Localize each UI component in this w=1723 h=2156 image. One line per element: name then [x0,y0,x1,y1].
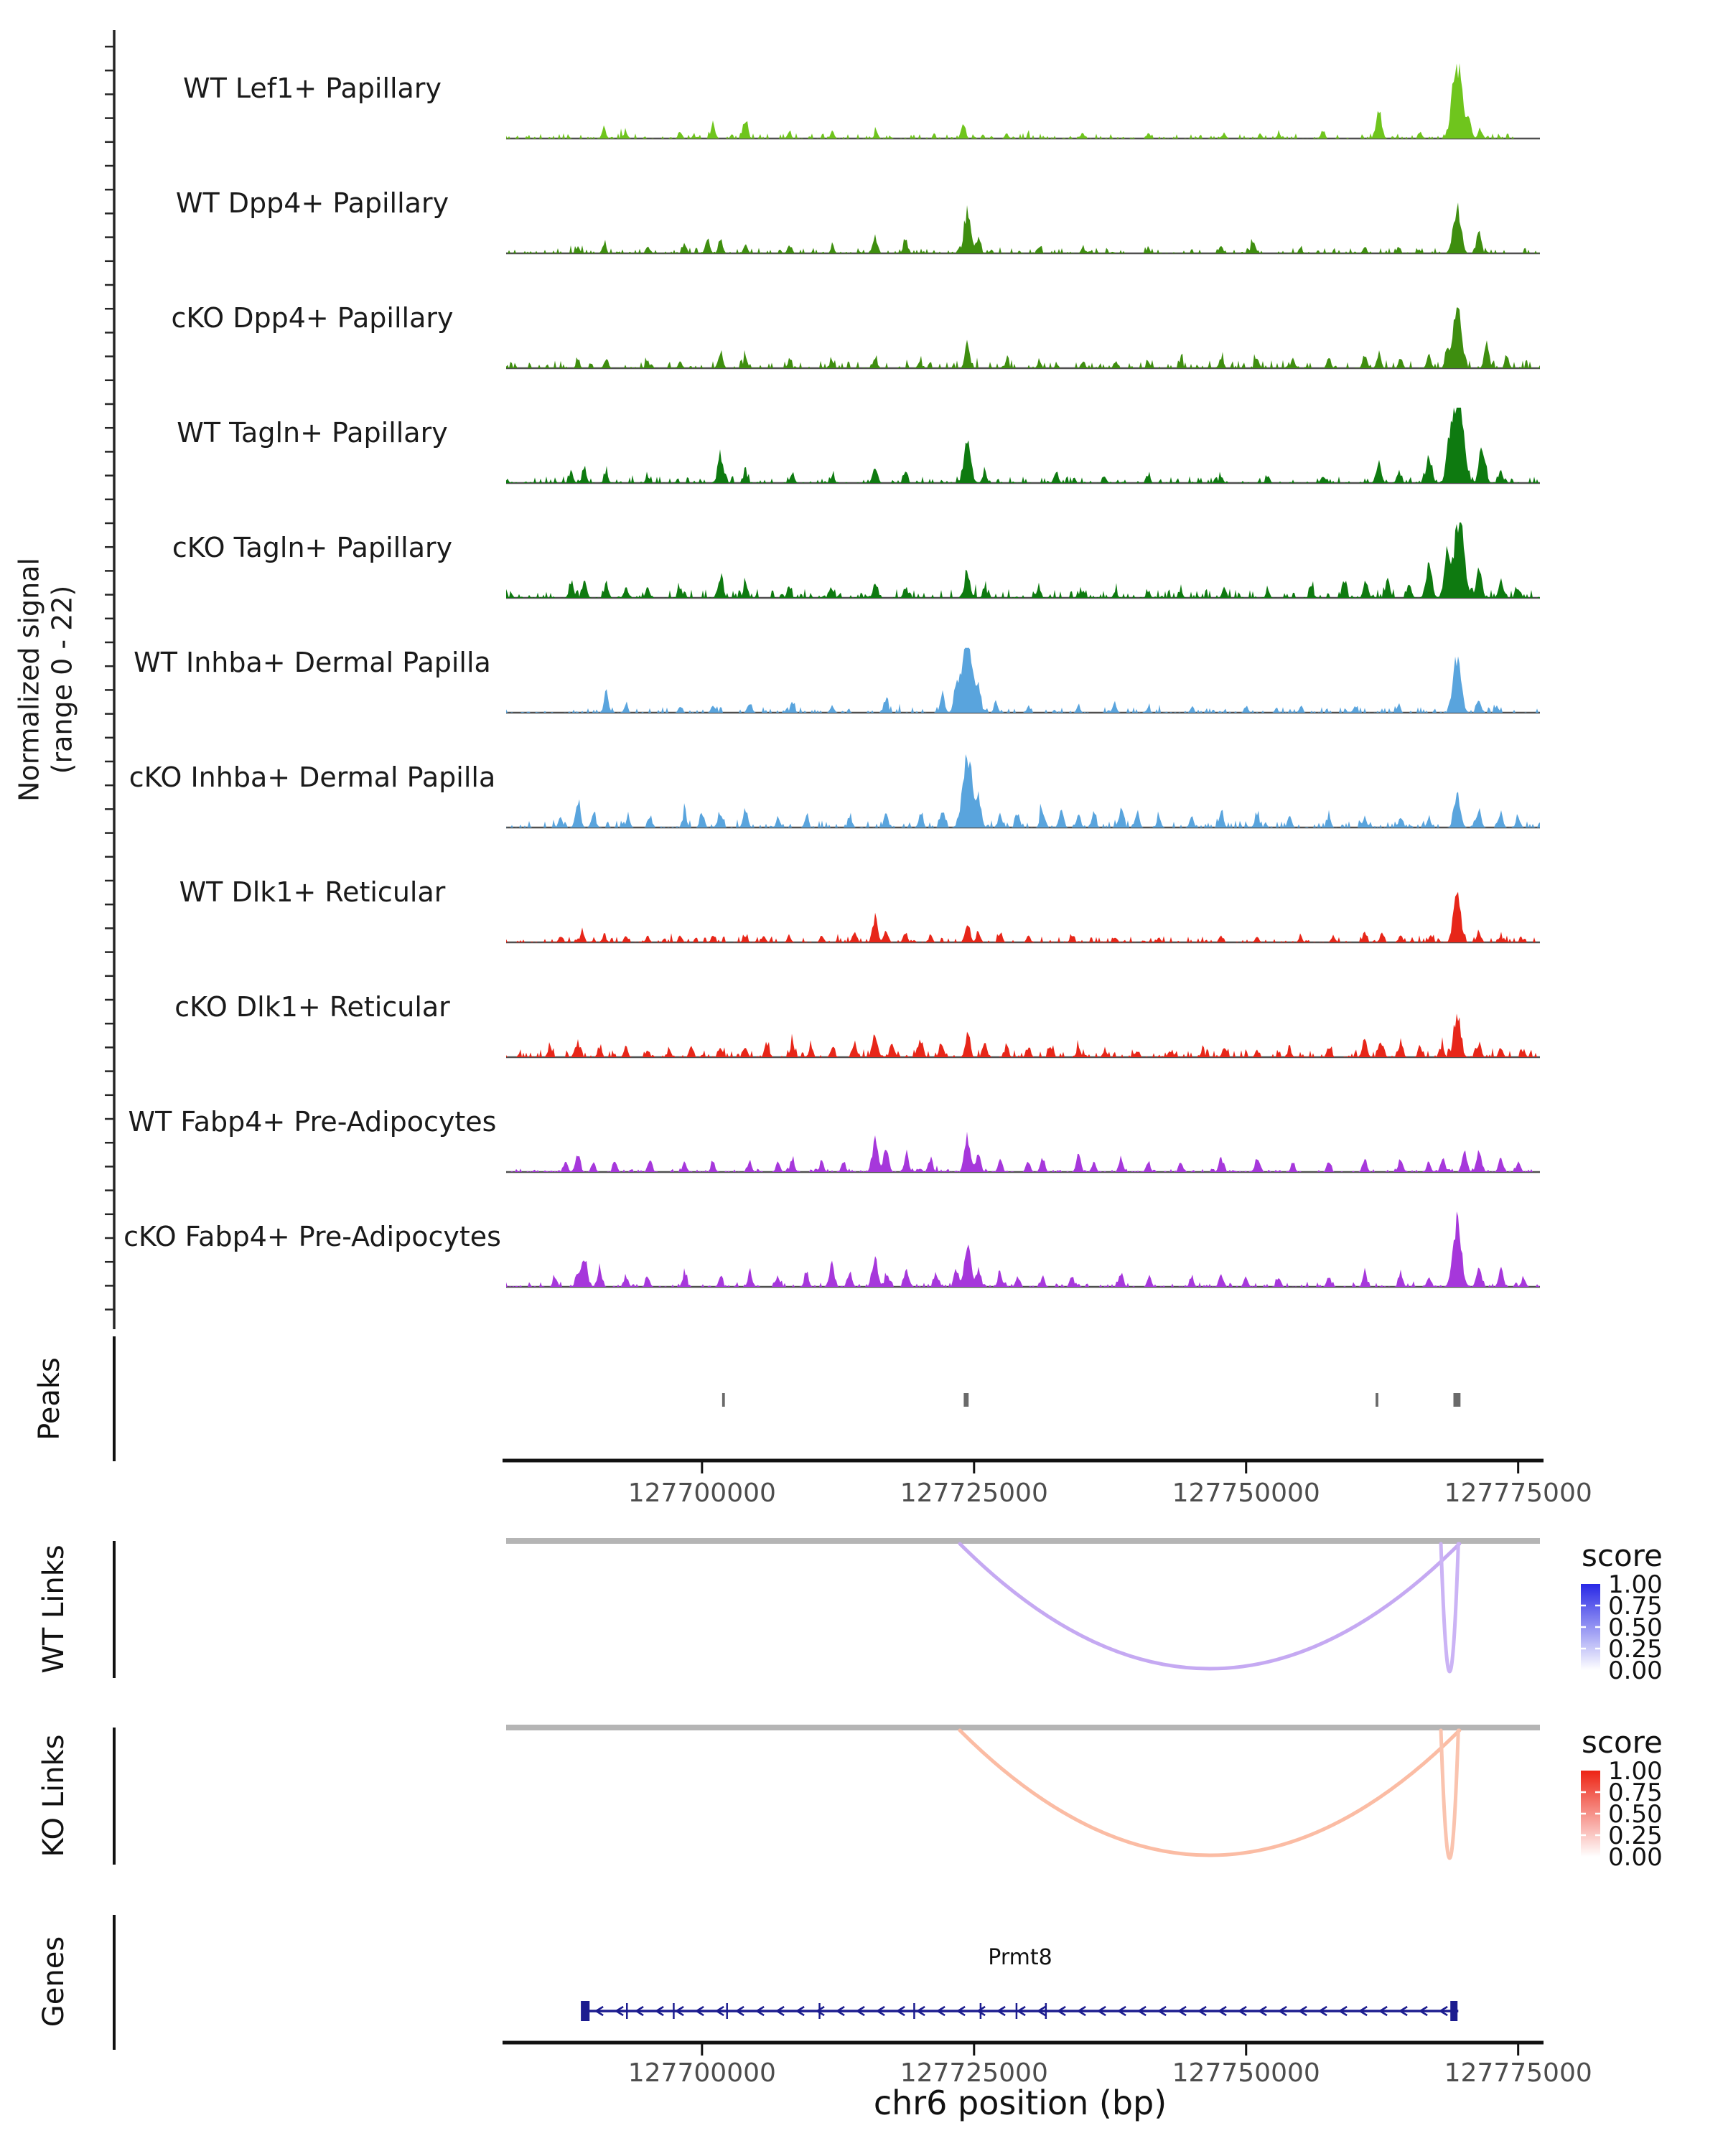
legend-tick-label: 0.25 [1608,1821,1663,1850]
axis-tick-label: 127775000 [1444,1478,1592,1508]
legend-tick-label: 1.00 [1608,1756,1663,1786]
ko-links-section-label: KO Links [37,1734,70,1857]
axis-tick-label: 127725000 [900,2058,1048,2088]
track-signal [506,1211,1540,1287]
legend-tick-label: 0.50 [1608,1799,1663,1829]
gene-exon-block [1450,2001,1457,2021]
link-arc [1441,1544,1458,1672]
axis-tick-label: 127725000 [900,1478,1048,1508]
track-row [183,63,1540,139]
axis-tick-label: 127750000 [1172,1478,1320,1508]
track-row [172,522,1540,598]
peak-interval-mark [722,1393,725,1407]
track-signal [506,1013,1540,1057]
legend-tick-label: 0.00 [1608,1842,1663,1872]
gene-model [581,2001,1458,2021]
peak-interval-mark [963,1393,968,1407]
coverage-tracks [123,63,1540,1287]
peaks-section-label: Peaks [33,1357,66,1440]
y-axis-label-line2: (range 0 - 22) [46,585,78,774]
wt-links-track [506,1538,1540,1672]
link-arc [1441,1730,1458,1858]
normalized-signal-axis [105,30,114,1329]
axis-tick-label: 127750000 [1172,2058,1320,2088]
track-signal [506,1132,1540,1172]
link-arc [960,1544,1460,1669]
ko-score-legend-title: score [1582,1725,1663,1760]
legend-tick-label: 0.00 [1608,1656,1663,1685]
track-signal [506,63,1540,139]
links-top-line [506,1538,1540,1544]
track-label: WT Dpp4+ Papillary [175,187,449,219]
legend-tick-label: 0.75 [1608,1778,1663,1807]
peak-interval-mark [1453,1393,1460,1407]
link-arc [960,1730,1460,1855]
track-signal [506,754,1540,828]
genes-section-label: Genes [37,1936,70,2028]
track-row [129,754,1540,828]
track-label: cKO Tagln+ Papillary [172,532,453,563]
track-signal [506,408,1540,483]
peak-marks [722,1393,1460,1407]
track-label: WT Tagln+ Papillary [177,417,448,449]
ko-score-legend [1581,1757,1663,1872]
track-signal [506,308,1540,369]
track-row [177,408,1540,483]
wt-score-legend [1581,1570,1663,1685]
ko-links-track [506,1725,1540,1858]
track-label: cKO Inhba+ Dermal Papilla [129,761,496,793]
track-row [129,1106,1540,1172]
track-row [171,302,1540,368]
track-label: WT Fabp4+ Pre-Adipocytes [128,1106,497,1138]
legend-tick-label: 0.25 [1608,1634,1663,1664]
legend-tick-label: 0.50 [1608,1613,1663,1642]
track-label: cKO Dlk1+ Reticular [174,991,450,1023]
x-axis-label: chr6 position (bp) [873,2084,1167,2122]
track-label: WT Lef1+ Papillary [183,72,442,104]
track-label: cKO Fabp4+ Pre-Adipocytes [123,1221,501,1252]
axis-tick-label: 127775000 [1444,2058,1592,2088]
genomic-axis-lower [503,2043,1592,2088]
gene-name-label: Prmt8 [988,1945,1052,1970]
track-signal [506,202,1540,253]
track-row [176,187,1540,253]
gene-exon-block [581,2001,589,2021]
track-label: WT Inhba+ Dermal Papilla [134,647,491,678]
axis-tick-label: 127700000 [627,2058,776,2088]
track-signal [506,892,1540,942]
track-row [134,647,1540,713]
track-label: WT Dlk1+ Reticular [179,876,446,908]
track-row [179,876,1540,942]
track-signal [506,647,1540,713]
track-row [174,991,1540,1057]
genomic-axis-upper [503,1461,1592,1508]
track-signal [506,522,1540,598]
axis-tick-label: 127700000 [627,1478,776,1508]
track-label: cKO Dpp4+ Papillary [171,302,454,334]
legend-tick-label: 0.75 [1608,1591,1663,1621]
wt-score-legend-title: score [1582,1538,1663,1573]
wt-links-section-label: WT Links [37,1545,70,1674]
peak-interval-mark [1376,1393,1378,1407]
legend-tick-label: 1.00 [1608,1570,1663,1599]
y-axis-label-line1: Normalized signal [13,558,45,802]
track-row [123,1211,1540,1287]
links-top-line [506,1725,1540,1730]
